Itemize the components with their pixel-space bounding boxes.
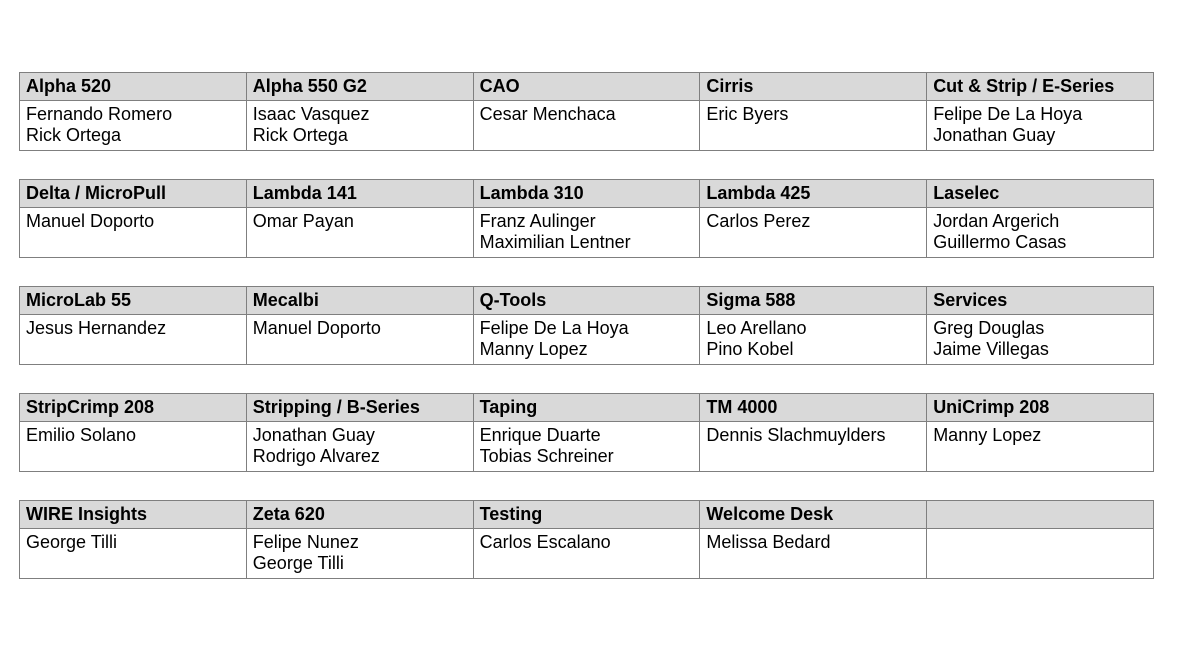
product-label: Cirris bbox=[706, 76, 754, 96]
product-header bbox=[246, 180, 473, 208]
product-label: Q-Tools bbox=[479, 290, 547, 310]
person-name: Felipe Nunez bbox=[252, 532, 359, 552]
names-cell bbox=[700, 315, 927, 365]
person-name: Felipe De La Hoya bbox=[479, 318, 629, 338]
person-name: Fernando Romero bbox=[26, 104, 173, 124]
product-label: Cut & Strip / E-Series bbox=[933, 76, 1115, 96]
person-name: Maximilian Lentner bbox=[479, 232, 631, 252]
product-header bbox=[20, 73, 247, 101]
person-name: Jonathan Guay bbox=[933, 125, 1056, 145]
product-label: Alpha 520 bbox=[26, 76, 112, 96]
header-row bbox=[20, 287, 1154, 315]
product-header bbox=[927, 394, 1154, 422]
product-header bbox=[927, 180, 1154, 208]
names-cell bbox=[473, 315, 700, 365]
person-name: George Tilli bbox=[26, 532, 118, 552]
product-label: Taping bbox=[479, 397, 538, 417]
names-row bbox=[20, 529, 1154, 579]
product-header bbox=[700, 501, 927, 529]
header-row bbox=[20, 501, 1154, 529]
header-row bbox=[20, 394, 1154, 422]
empty-header bbox=[927, 501, 1154, 529]
names-cell bbox=[927, 208, 1154, 258]
product-label: Lambda 141 bbox=[252, 183, 357, 203]
assignment-grid bbox=[19, 72, 1153, 607]
product-label: MicroLab 55 bbox=[26, 290, 132, 310]
person-name: Emilio Solano bbox=[26, 425, 137, 445]
product-header bbox=[20, 501, 247, 529]
person-name: Jesus Hernandez bbox=[26, 318, 167, 338]
product-label: Alpha 550 G2 bbox=[252, 76, 367, 96]
product-header bbox=[246, 287, 473, 315]
names-cell bbox=[927, 101, 1154, 151]
product-label: Sigma 588 bbox=[706, 290, 796, 310]
names-cell bbox=[473, 208, 700, 258]
person-name: Enrique Duarte bbox=[479, 425, 601, 445]
person-name: Rick Ortega bbox=[252, 125, 348, 145]
names-cell bbox=[20, 208, 247, 258]
names-cell bbox=[700, 101, 927, 151]
product-header bbox=[700, 180, 927, 208]
group-4-table bbox=[19, 393, 1154, 472]
product-label: Welcome Desk bbox=[706, 504, 834, 524]
product-label: Lambda 425 bbox=[706, 183, 811, 203]
names-cell bbox=[246, 315, 473, 365]
product-header bbox=[246, 501, 473, 529]
person-name: Dennis Slachmuylders bbox=[706, 425, 886, 445]
person-name: Jaime Villegas bbox=[933, 339, 1049, 359]
product-label: Zeta 620 bbox=[252, 504, 325, 524]
person-name: Carlos Escalano bbox=[479, 532, 611, 552]
names-cell bbox=[20, 422, 247, 472]
group-3-table bbox=[19, 286, 1154, 365]
product-header bbox=[246, 73, 473, 101]
names-cell bbox=[700, 422, 927, 472]
product-label: Lambda 310 bbox=[479, 183, 584, 203]
person-name: Jonathan Guay bbox=[252, 425, 375, 445]
names-cell bbox=[20, 101, 247, 151]
names-cell bbox=[473, 529, 700, 579]
names-row bbox=[20, 101, 1154, 151]
person-name: George Tilli bbox=[252, 553, 344, 573]
names-cell bbox=[20, 529, 247, 579]
person-name: Rodrigo Alvarez bbox=[252, 446, 380, 466]
product-header bbox=[700, 73, 927, 101]
empty-cell bbox=[927, 529, 1154, 579]
person-name: Greg Douglas bbox=[933, 318, 1045, 338]
product-label: WIRE Insights bbox=[26, 504, 147, 524]
product-header bbox=[473, 394, 700, 422]
product-header bbox=[927, 73, 1154, 101]
product-label: StripCrimp 208 bbox=[26, 397, 155, 417]
person-name: Guillermo Casas bbox=[933, 232, 1067, 252]
product-header bbox=[927, 287, 1154, 315]
person-name: Carlos Perez bbox=[706, 211, 811, 231]
product-header bbox=[700, 287, 927, 315]
product-label: Services bbox=[933, 290, 1008, 310]
person-name: Melissa Bedard bbox=[706, 532, 831, 552]
product-label: CAO bbox=[479, 76, 520, 96]
product-header bbox=[700, 394, 927, 422]
product-label: UniCrimp 208 bbox=[933, 397, 1050, 417]
product-header bbox=[473, 73, 700, 101]
product-label: Stripping / B-Series bbox=[252, 397, 420, 417]
names-cell bbox=[700, 529, 927, 579]
person-name: Leo Arellano bbox=[706, 318, 807, 338]
names-cell bbox=[927, 315, 1154, 365]
names-cell bbox=[473, 422, 700, 472]
names-row bbox=[20, 315, 1154, 365]
names-cell bbox=[246, 422, 473, 472]
product-header bbox=[473, 180, 700, 208]
names-cell bbox=[246, 208, 473, 258]
product-header bbox=[473, 501, 700, 529]
person-name: Manny Lopez bbox=[479, 339, 588, 359]
names-cell bbox=[927, 422, 1154, 472]
person-name: Tobias Schreiner bbox=[479, 446, 614, 466]
names-cell bbox=[700, 208, 927, 258]
product-header bbox=[246, 394, 473, 422]
person-name: Manuel Doporto bbox=[26, 211, 155, 231]
person-name: Cesar Menchaca bbox=[479, 104, 616, 124]
names-row bbox=[20, 208, 1154, 258]
names-cell bbox=[246, 101, 473, 151]
header-row bbox=[20, 180, 1154, 208]
person-name: Eric Byers bbox=[706, 104, 789, 124]
person-name: Rick Ortega bbox=[26, 125, 122, 145]
person-name: Franz Aulinger bbox=[479, 211, 596, 231]
product-label: Laselec bbox=[933, 183, 1000, 203]
product-label: TM 4000 bbox=[706, 397, 778, 417]
person-name: Manuel Doporto bbox=[252, 318, 381, 338]
names-cell bbox=[246, 529, 473, 579]
product-header bbox=[20, 180, 247, 208]
names-row bbox=[20, 422, 1154, 472]
person-name: Omar Payan bbox=[252, 211, 354, 231]
group-1-table bbox=[19, 72, 1154, 151]
person-name: Pino Kobel bbox=[706, 339, 794, 359]
person-name: Isaac Vasquez bbox=[252, 104, 370, 124]
product-header bbox=[20, 287, 247, 315]
product-header bbox=[473, 287, 700, 315]
header-row bbox=[20, 73, 1154, 101]
product-header bbox=[20, 394, 247, 422]
names-cell bbox=[473, 101, 700, 151]
group-5-table bbox=[19, 500, 1154, 579]
person-name: Felipe De La Hoya bbox=[933, 104, 1083, 124]
product-label: Delta / MicroPull bbox=[26, 183, 167, 203]
product-label: Testing bbox=[479, 504, 543, 524]
person-name: Jordan Argerich bbox=[933, 211, 1060, 231]
names-cell bbox=[20, 315, 247, 365]
group-2-table bbox=[19, 179, 1154, 258]
product-label: Mecalbi bbox=[252, 290, 319, 310]
person-name: Manny Lopez bbox=[933, 425, 1042, 445]
